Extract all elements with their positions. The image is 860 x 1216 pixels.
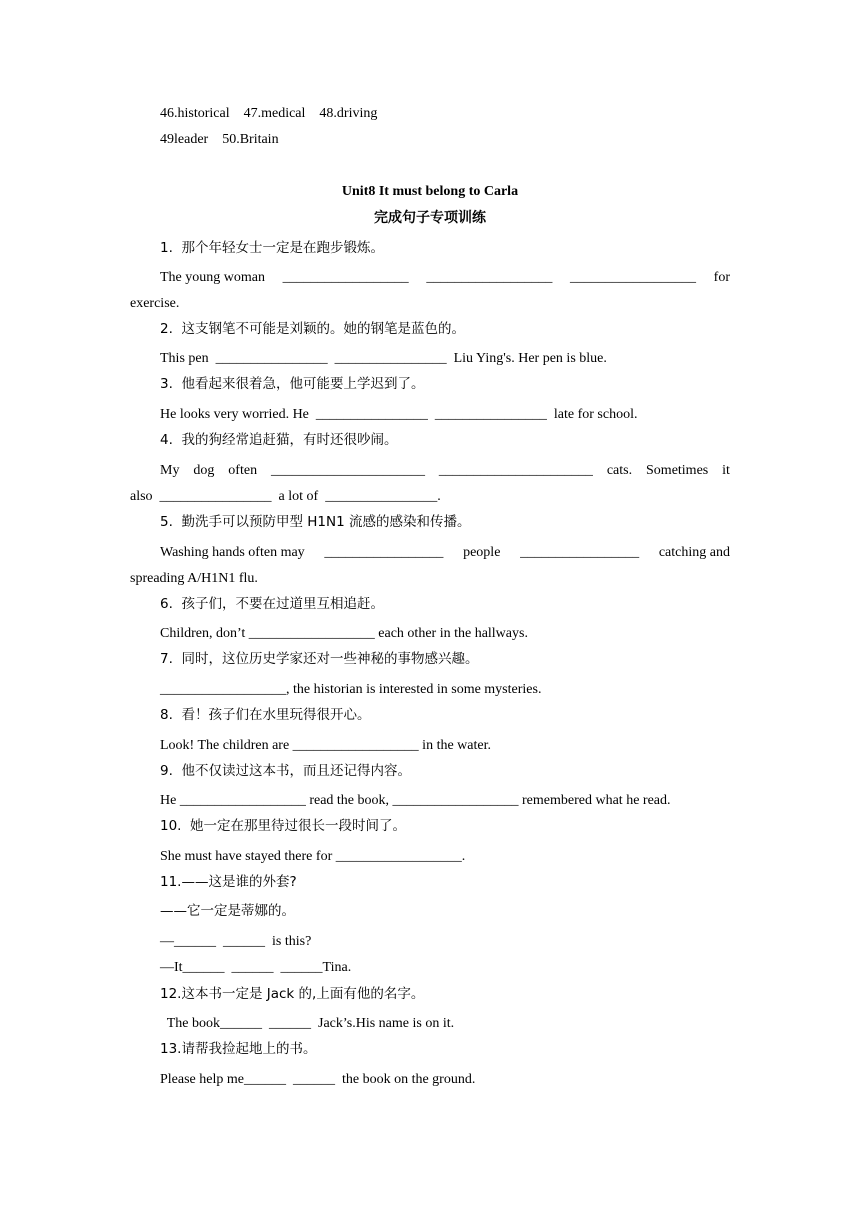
q5-text-start: Washing hands often may (160, 545, 305, 560)
question-7-chinese: 7. 同时，这位历史学家还对一些神秘的事物感兴趣。 (160, 651, 479, 667)
question-11-chinese-b: ——它一定是蒂娜的。 (160, 903, 295, 919)
answer-key-row-2: 49leader 50.Britain (160, 132, 279, 147)
question-4-chinese: 4. 我的狗经常追赶猫，有时还很吵闹。 (160, 432, 398, 448)
q4-word-3: often (228, 463, 258, 478)
q4-blank-1: ______________________ (270, 463, 425, 478)
q5-text-end: catching and (658, 545, 730, 560)
question-6-english: Children, don’t __________________ each other in the hallways. (160, 626, 528, 641)
question-4-english-cont: also ________________ a lot of ________________. (130, 489, 441, 504)
question-13-english: Please help me______ ______ the book on the ground. (160, 1072, 476, 1087)
q4-word-4: cats. (606, 463, 633, 478)
question-5-english (160, 546, 730, 560)
question-5-chinese: 5. 勤洗手可以预防甲型 H1N1 流感的感染和传播。 (160, 514, 471, 530)
q1-text-end: for (713, 270, 730, 285)
q5-word: people (463, 545, 501, 560)
question-11-english-b: —It______ ______ ______Tina. (160, 960, 352, 975)
question-6-chinese: 6. 孩子们，不要在过道里互相追赶。 (160, 596, 384, 612)
question-12-english: The book______ ______ Jack’s.His name is on it. (160, 1016, 455, 1031)
question-5-english-cont: spreading A/H1N1 flu. (130, 571, 258, 586)
q4-word-5: Sometimes (646, 463, 709, 478)
q4-word-2: dog (193, 463, 215, 478)
question-12-chinese: 12.这本书一定是 Jack 的,上面有他的名字。 (160, 986, 425, 1002)
question-8-english: Look! The children are __________________ in the water. (160, 738, 491, 753)
q1-blank-1: __________________ (282, 270, 409, 285)
question-3-english: He looks very worried. He ________________ ________________ late for school. (160, 407, 638, 422)
q5-blank-2: _________________ (520, 545, 640, 560)
answer-key-row-1: 46.historical 47.medical 48.driving (160, 106, 378, 121)
question-11-chinese-a: 11.——这是谁的外套? (160, 874, 297, 890)
question-1-chinese: 1. 那个年轻女士一定是在跑步锻炼。 (160, 240, 384, 256)
question-3-chinese: 3. 他看起来很着急，他可能要上学迟到了。 (160, 376, 425, 392)
question-7-english: __________________, the historian is interested in some mysteries. (160, 682, 542, 697)
question-1-english (160, 271, 730, 285)
q4-word-1: My (160, 463, 180, 478)
question-4-english (160, 464, 730, 478)
question-13-chinese: 13.请帮我捡起地上的书。 (160, 1041, 317, 1057)
q4-word-6: it (722, 463, 730, 478)
q1-blank-2: __________________ (426, 270, 553, 285)
q4-blank-2: ______________________ (438, 463, 593, 478)
question-1-english-cont: exercise. (130, 296, 180, 311)
q1-text-start: The young woman (160, 270, 265, 285)
question-9-english: He __________________ read the book, __________________ remembered what he read. (160, 793, 671, 808)
question-2-english: This pen ________________ ________________ Liu Ying's. Her pen is blue. (160, 351, 607, 366)
question-8-chinese: 8. 看！孩子们在水里玩得很开心。 (160, 707, 371, 723)
question-2-chinese: 2. 这支钢笔不可能是刘颖的。她的钢笔是蓝色的。 (160, 321, 465, 337)
question-11-english-a: —______ ______ is this? (160, 934, 312, 949)
question-10-chinese: 10. 她一定在那里待过很长一段时间了。 (160, 818, 407, 834)
question-9-chinese: 9. 他不仅读过这本书，而且还记得内容。 (160, 763, 411, 779)
q5-blank-1: _________________ (324, 545, 444, 560)
question-10-english: She must have stayed there for __________________. (160, 849, 466, 864)
section-subtitle: 完成句子专项训练 (374, 210, 486, 226)
unit-title: Unit8 It must belong to Carla (341, 184, 519, 199)
q1-blank-3: __________________ (570, 270, 696, 285)
